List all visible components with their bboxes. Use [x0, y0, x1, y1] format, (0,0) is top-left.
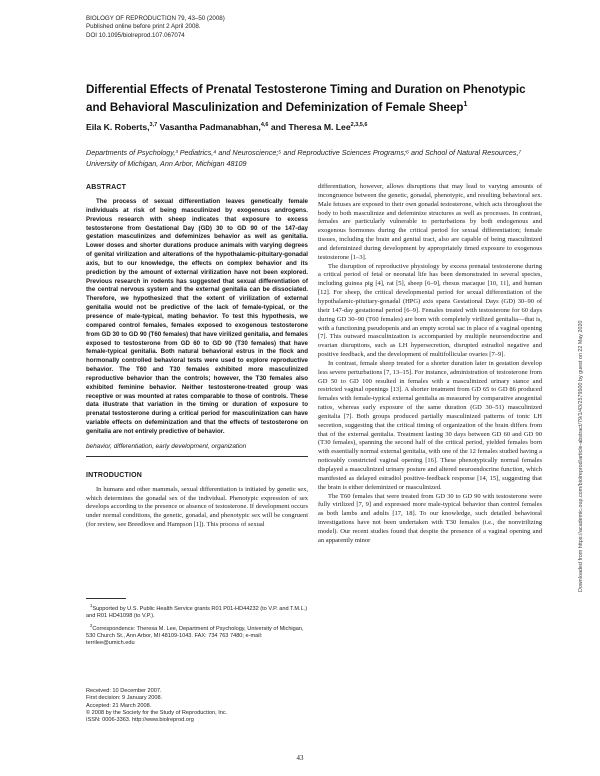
- journal-citation: BIOLOGY OF REPRODUCTION 79, 43–50 (2008): [86, 15, 225, 22]
- footnote-funding: [86, 602, 308, 621]
- author-affiliation-mark: 3,7: [149, 122, 158, 129]
- footnotes: [86, 598, 308, 649]
- body-paragraph: The disruption of reproductive physiology by excess prenatal testosterone during a critical period of fetal or neonatal life has been demonstrated in several species, including guinea pig [4], rat [5], sheep [6–9], rhesus macaque [10, 11], and human [12]. For sheep, the critical developmental period for sexual differentiation of the hypothalamic-pituitary-gonadal (HPG) axis spans Gestational Days (GD) 30–90 of their 147-day gestational period [6–9]. Females treated with testosterone for 60 days during GD 30–90 (T60 females) are born with completely virilized genitalia—that is, with a functioning pseudopenis and an empty scrotal sac in place of a vaginal opening [7]. This outward masculinization is accompanied by multiple neuroendocrine and ovarian disruptions, such as LH hypersecretion, disrupted estradiol negative and positive feedback, and the development of multifollicular ovaries [7–9].: [318, 262, 542, 359]
- issn-line[interactable]: ISSN: 0006-3363. http://www.biolreprod.org: [86, 717, 194, 724]
- article-title-text: Differential Effects of Prenatal Testosterone Timing and Duration on Phenotypic and Behavioral Masculinization and Defeminization of Female Sheep: [86, 83, 526, 114]
- footnote-text: Correspondence: Theresa M. Lee, Department of Psychology, University of Michigan, 530 Church St., Ann Arbor, MI 48109-1043. FAX: 734 763 7480; e-mail: terrilee@umich.edu: [86, 625, 304, 647]
- affiliations: Departments of Psychology,³ Pediatrics,⁴ and Neuroscience;⁵ and Reproductive Sciences Programs;⁶ and School of Natural Resources,⁷ University of Michigan, Ann Arbor, Michigan 48109: [86, 148, 522, 168]
- right-column: [318, 183, 542, 546]
- footnote-rule: [86, 598, 126, 599]
- doi-line[interactable]: DOI 10.1095/biolreprod.107.067074: [86, 31, 185, 39]
- copyright-line: © 2008 by the Society for the Study of Reproduction, Inc.: [86, 709, 228, 716]
- title-footnote-mark: 1: [463, 101, 468, 108]
- body-paragraph: differentiation, however, allows disruptions that may lead to varying amounts of incongruence between the genetic, gonadal, phenotypic, and resulting behavioral sex. Male fetuses are exposed to their own gonadal testosterone, which acts throughout the body to both masculinize and defeminize structures as well as processes. In contrast, females are particularly vulnerable to perturbations by both endogenous and exogenous hormones during the critical period for sexual differentiation; female tissues, including the brain and genital tract, also are capable of being masculinized and defeminized during development by appropriately timed exposure to exogenous testosterone [1–3].: [318, 183, 543, 261]
- received-dates: [86, 688, 308, 724]
- accepted-date: Accepted: 21 March 2008.: [86, 702, 152, 709]
- author-list: [86, 122, 526, 132]
- body-paragraph: In contrast, female sheep treated for a shorter duration later in gestation develop less severe perturbations [7, 13–15]. For instance, administration of testosterone from GD 50 to GD 100 resulted in females with a masculinized urinary stance and restricted vaginal openings [13]. A shorter treatment from GD 65 to GD 86 produced females with female-typical external genitalia as measured by comparative anogenital ratios, whereas early exposure of the same duration (GD 30–51) masculinized genitalia [7]. Both groups produced partially masculinized patterns of tonic LH secretion, suggesting that the critical timing of organization of the brain differs from that of the external genitalia. Treatment lasting 30 days between GD 60 and GD 90 (T30 females), spanning the second half of the critical period, yielded females born with essentially normal external genitalia, with one of the 12 females studied having a noticeably constricted vaginal opening [16]. These phenotypically normal females displayed a masculinized urinary posture and altered neuroendocrine function, which manifested as delayed estradiol positive-feedback response [14, 15], suggesting that the brain is either defeminized or masculinized.: [318, 359, 542, 491]
- keywords: behavior, differentiation, early development, organization: [86, 442, 308, 457]
- abstract-heading: ABSTRACT: [86, 184, 127, 191]
- download-watermark-text: Downloaded from https://academic.oup.com/biolreprod/article-abstract/79/1/43/2579500 by guest on 22 May 2020: [578, 320, 584, 592]
- author-affiliation-mark: 4,6: [260, 122, 269, 129]
- abstract-text: The process of sexual differentiation leaves genetically female individuals at risk of being masculinized by exogenous androgens. Previous research with sheep indicates that exposure to excess testosterone from Gestational Day (GD) 30 to GD 90 of the 147-day gestation masculinizes and defeminizes behavior as well as genitalia. Lower doses and shorter durations produce animals with varying degrees of genital virilization and alterations of the hypothalamic-pituitary-gonadal axis, but to our knowledge, the effects on complex behavior and its prediction by the amount of external virilization have not been explored. Previous research in rodents has suggested that sexual differentiation of the central nervous system and the external genitalia can be dissociated. Therefore, we hypothesized that the extent of virilization of external genitalia would not be predictive of the lack of female-typical, or the presence of male-typical, mating behavior. To test this hypothesis, we compared control females, females exposed to exogenous testosterone from GD 30 to GD 90 (T60 females) that have virilized genitalia, and females exposed to testosterone from GD 60 to GD 90 (T30 females) that have female-typical genitalia. Both natural behavioral estrus in the flock and hormonally controlled behavioral tests were used to explore reproductive behavior. The T60 and T30 females exhibited more masculinized reproductive behavior than the controls; however, the T30 females also exhibited feminine behavior. Neither testosterone-treated group was receptive or was mounted at rates comparable to those of controls. These data illustrate that variation in the timing or duration of exposure to prenatal testosterone during a critical period for masculinization can have variable effects on defeminization and that the effects of testosterone on genitalia are not entirely predictive of behavior.: [86, 198, 308, 435]
- body-paragraph: The T60 females that were treated from GD 30 to GD 90 with testosterone were fully virilized [7, 9] and expressed more male-typical behavior than control females as both lambs and adults [17, 18]. To our knowledge, such detailed behavioral investigations have not been undertaken with T30 females (i.e., the nonvirilizing model). Our recent studies found that despite the presence of a vaginal opening and an apparently minor: [318, 492, 542, 544]
- introduction-paragraph: In humans and other mammals, sexual differentiation is initiated by genetic sex, which determines the gonadal sex of the individual. Phenotypic expression of sex develops according to the presence or absence of testosterone. If development occurs under normal conditions, the genetic, gonadal, and phenotypic sex will be congruent (for review, see Breedlove and Hampson [1]). This process of sexual: [86, 485, 308, 529]
- author-name: Eila K. Roberts,: [86, 122, 150, 132]
- footnote-correspondence: [86, 622, 308, 648]
- author-affiliation-mark: 2,3,5,6: [350, 122, 368, 129]
- author-name: and Theresa M. Lee: [270, 122, 351, 132]
- article-title: [86, 82, 526, 115]
- page-number: 43: [296, 754, 304, 762]
- download-watermark: [578, 192, 588, 592]
- author-name: Vasantha Padmanabhan,: [159, 122, 261, 132]
- published-online-line: Published online before print 2 April 2008.: [86, 23, 201, 31]
- introduction-heading: INTRODUCTION: [86, 471, 143, 479]
- received-date: Received: 10 December 2007.: [86, 688, 162, 694]
- footnote-mark: 2: [90, 622, 93, 628]
- first-decision-date: First decision: 9 January 2008.: [86, 695, 163, 702]
- left-column: [86, 183, 308, 530]
- journal-header: [86, 15, 506, 40]
- footnote-mark: 1: [90, 603, 93, 608]
- footnote-text: Supported by U.S. Public Health Service grants R01 P01-HD44232 (to V.P. and T.M.L.) and R01 HD41098 (to V.P.).: [86, 605, 308, 620]
